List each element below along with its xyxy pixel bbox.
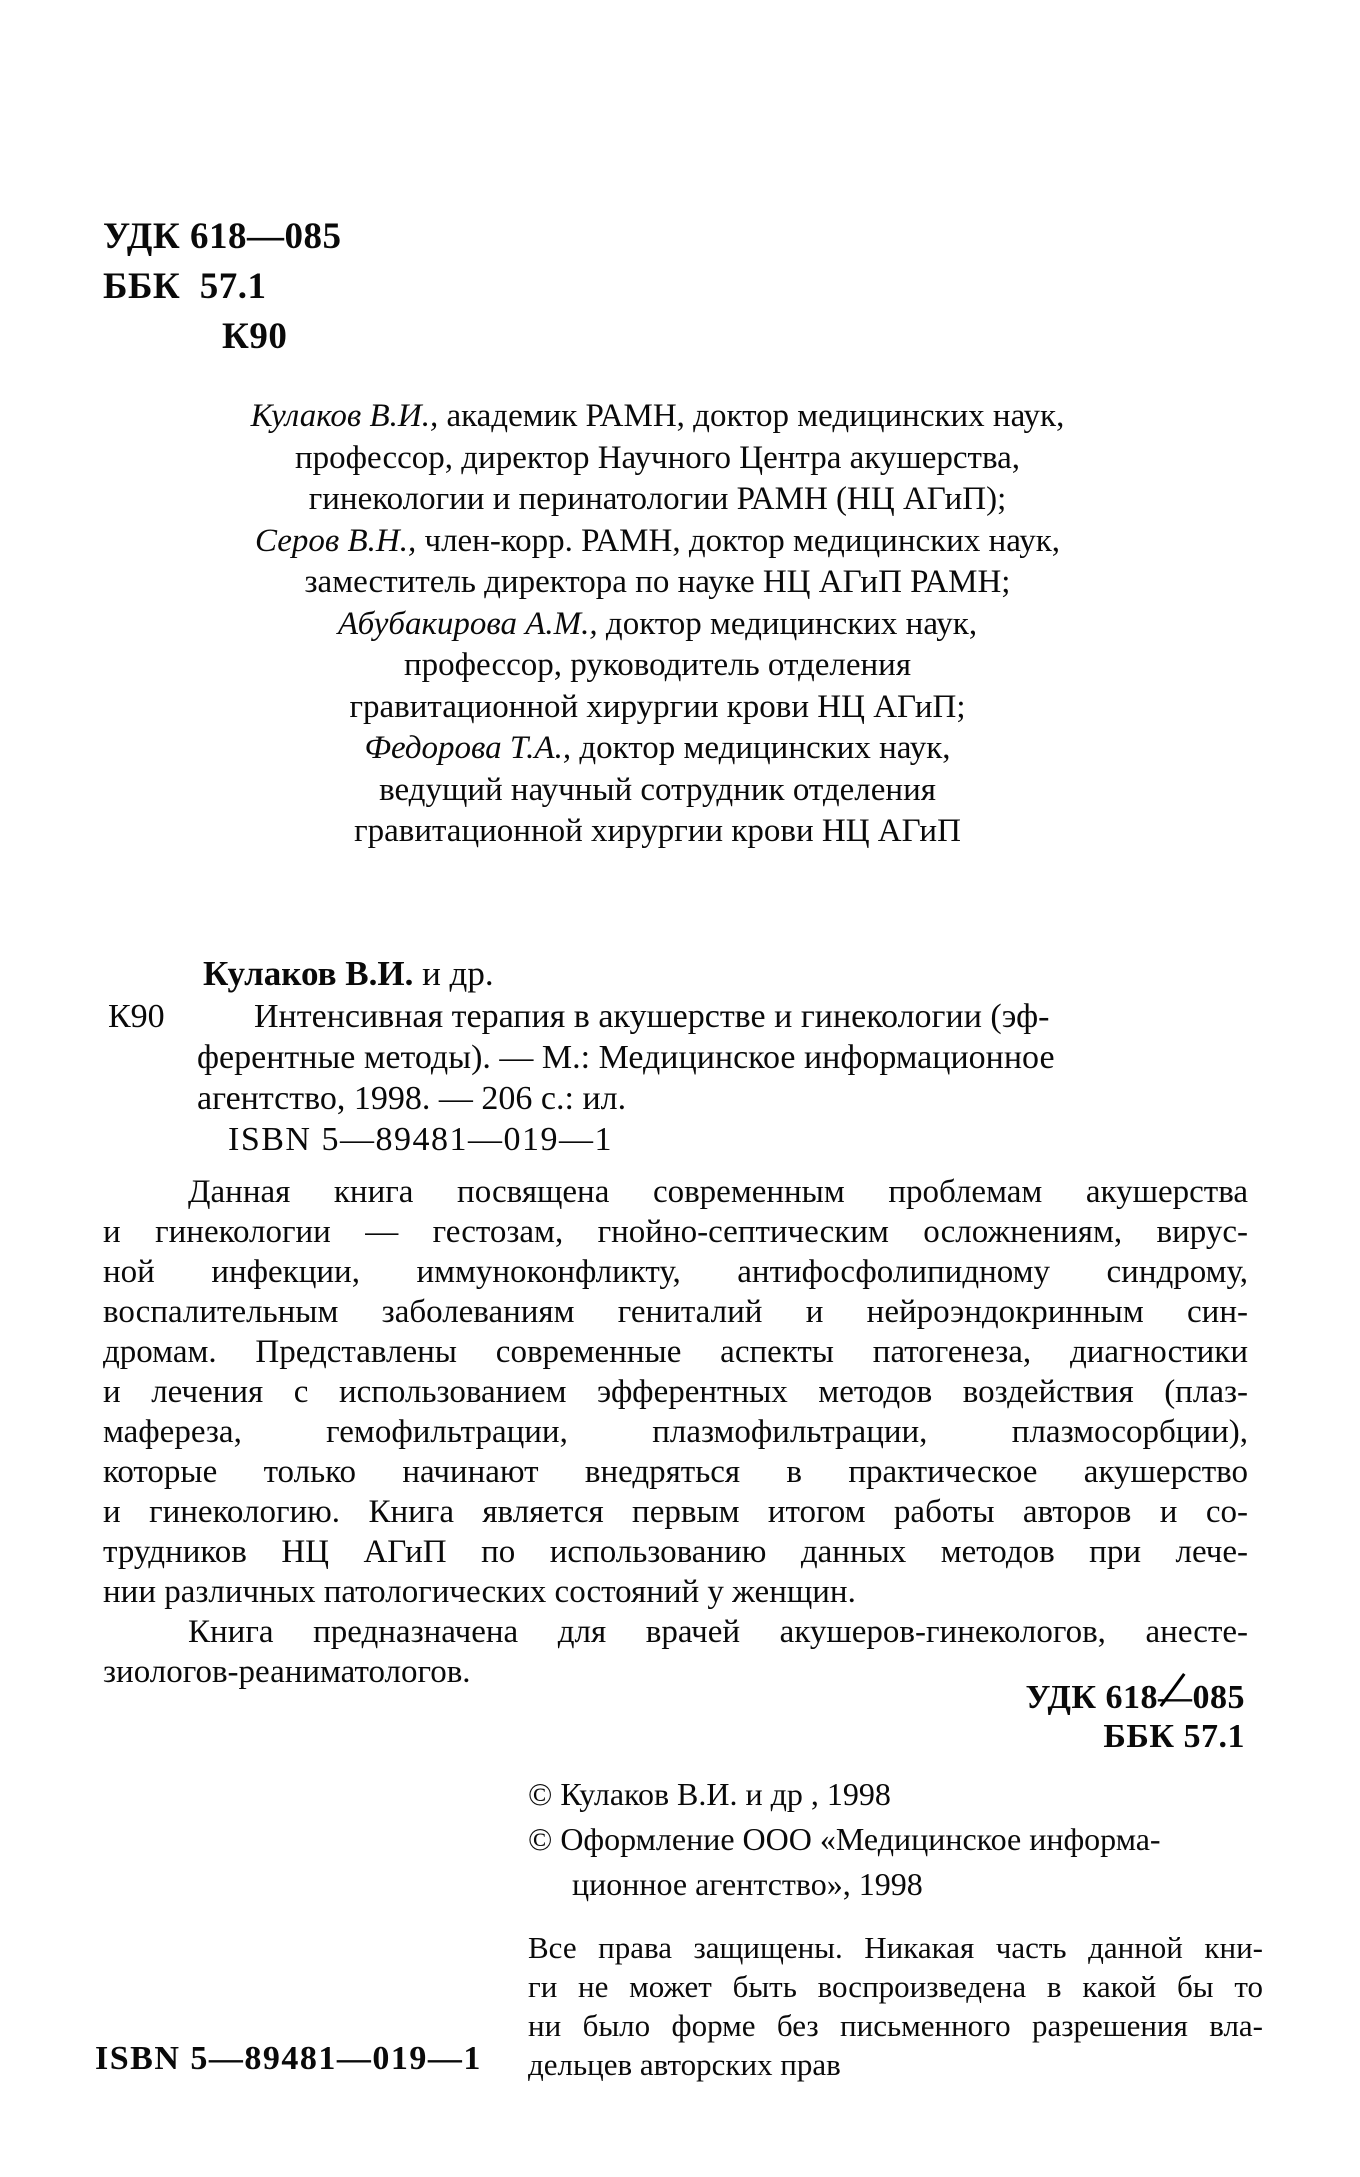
author-line xyxy=(100,479,1215,521)
annotation-line: и гинекологии — гестозам, гнойно-септическим осложнениям, вирус- xyxy=(103,1214,1248,1250)
rights-line: ги не может быть воспроизведена в какой бы то xyxy=(528,1969,1263,2004)
annotation-line: которые только начинают внедряться в практическое акушерство xyxy=(103,1454,1248,1490)
author-line xyxy=(100,770,1215,812)
bbk-bottom: ББК 57.1 xyxy=(1103,1718,1245,1755)
copyright-design-line-2: ционное агентство», 1998 xyxy=(572,1866,923,1902)
author-credentials: профессор, руководитель отделения xyxy=(403,647,912,683)
annotation-line: Книга предназначена для врачей акушеров-гинекологов, анесте- xyxy=(188,1614,1248,1650)
annotation-line: дромам. Представлены современные аспекты патогенеза, диагностики xyxy=(103,1334,1248,1370)
catalog-etal: и др. xyxy=(413,954,494,993)
annotation-line: мафереза, гемофильтрации, плазмофильтрации, плазмосорбции), xyxy=(103,1414,1248,1450)
rights-line: дельцев авторских прав xyxy=(528,2047,841,2082)
author-name: Серов В.Н., xyxy=(255,522,425,559)
isbn-catalog: ISBN 5—89481—019—1 xyxy=(228,1121,613,1158)
catalog-title-line-1: Интенсивная терапия в акушерстве и гинекологии (эф- xyxy=(254,998,1050,1035)
copyright-design-line: © Оформление ООО «Медицинское информа- xyxy=(528,1821,1161,1857)
author-credentials: доктор медицинских наук, xyxy=(605,605,978,642)
catalog-title-line-3: агентство, 1998. — 206 с.: ил. xyxy=(197,1080,627,1117)
author-credentials: член-корр. РАМН, доктор медицинских наук, xyxy=(424,522,1060,559)
top-codes-block xyxy=(103,212,341,362)
annotation-line: воспалительным заболеваниям гениталий и нейроэндокринным син- xyxy=(103,1294,1248,1330)
rights-line: Все права защищены. Никакая часть данной кни- xyxy=(528,1930,1263,1965)
annotation-block xyxy=(103,1172,1248,1692)
annotation-line: нии различных патологических состояний у женщин. xyxy=(103,1574,856,1610)
catalog-author: Кулаков В.И. xyxy=(203,954,414,993)
authors-block xyxy=(100,396,1215,853)
rights-line: ни было форме без письменного разрешения вла- xyxy=(528,2008,1263,2043)
catalog-heading xyxy=(203,953,1055,994)
author-credentials: профессор, директор Научного Центра акушерства, xyxy=(294,439,1020,476)
catalog-title-line-2: ферентные методы). — М.: Медицинское информационное xyxy=(197,1039,1055,1076)
catalog-entry xyxy=(0,953,1055,1160)
author-line xyxy=(100,438,1215,480)
author-line xyxy=(100,604,1215,646)
copyright-authors-line: © Кулаков В.И. и др , 1998 xyxy=(528,1776,891,1812)
author-line xyxy=(100,645,1215,687)
udk-top: УДК 618—085 xyxy=(103,216,342,257)
catalog-row xyxy=(0,996,1055,1037)
author-line xyxy=(100,687,1215,729)
annotation-line: трудников НЦ АГиП по использованию данных методов при лече- xyxy=(103,1534,1248,1570)
author-credentials: заместитель директора по науке НЦ АГиП РАМН; xyxy=(304,564,1011,600)
annotation-line: и лечения с использованием эфферентных методов воздействия (плаз- xyxy=(103,1374,1248,1410)
author-line xyxy=(100,562,1215,604)
isbn-bottom: ISBN 5—89481—019—1 xyxy=(95,2040,482,2077)
udk-bottom: УДК 618—085 xyxy=(1025,1679,1245,1716)
author-line xyxy=(100,728,1215,770)
author-line xyxy=(100,521,1215,563)
annotation-line: Данная книга посвящена современным проблемам акушерства xyxy=(188,1174,1248,1210)
author-name: Кулаков В.И., xyxy=(250,398,447,434)
copyright-block xyxy=(528,1772,1161,1907)
rights-block xyxy=(528,1928,1263,2084)
bbk-top: ББК 57.1 xyxy=(103,266,267,307)
author-line xyxy=(100,811,1215,853)
author-line xyxy=(100,396,1215,438)
author-name: Абубакирова А.М., xyxy=(337,605,606,642)
author-credentials: доктор медицинских наук, xyxy=(579,730,951,766)
annotation-line: ной инфекции, иммуноконфликту, антифосфолипидному синдрому, xyxy=(103,1254,1248,1290)
annotation-line: зиологов-реаниматологов. xyxy=(103,1654,471,1690)
author-credentials: академик РАМН, доктор медицинских наук, xyxy=(446,398,1065,434)
author-name: Федорова Т.А., xyxy=(364,730,580,766)
author-credentials: ведущий научный сотрудник отделения xyxy=(379,771,936,808)
annotation-line: и гинекологию. Книга является первым итогом работы авторов и со- xyxy=(103,1494,1248,1530)
bottom-codes-block xyxy=(1025,1678,1245,1756)
k90-top: К90 xyxy=(222,316,288,357)
author-credentials: гравитационной хирургии крови НЦ АГиП xyxy=(354,813,961,849)
author-credentials: гравитационной хирургии крови НЦ АГиП; xyxy=(349,688,966,725)
k90-margin-code: К90 xyxy=(108,998,165,1035)
author-credentials: гинекологии и перинатологии РАМН (НЦ АГиП); xyxy=(308,481,1007,517)
